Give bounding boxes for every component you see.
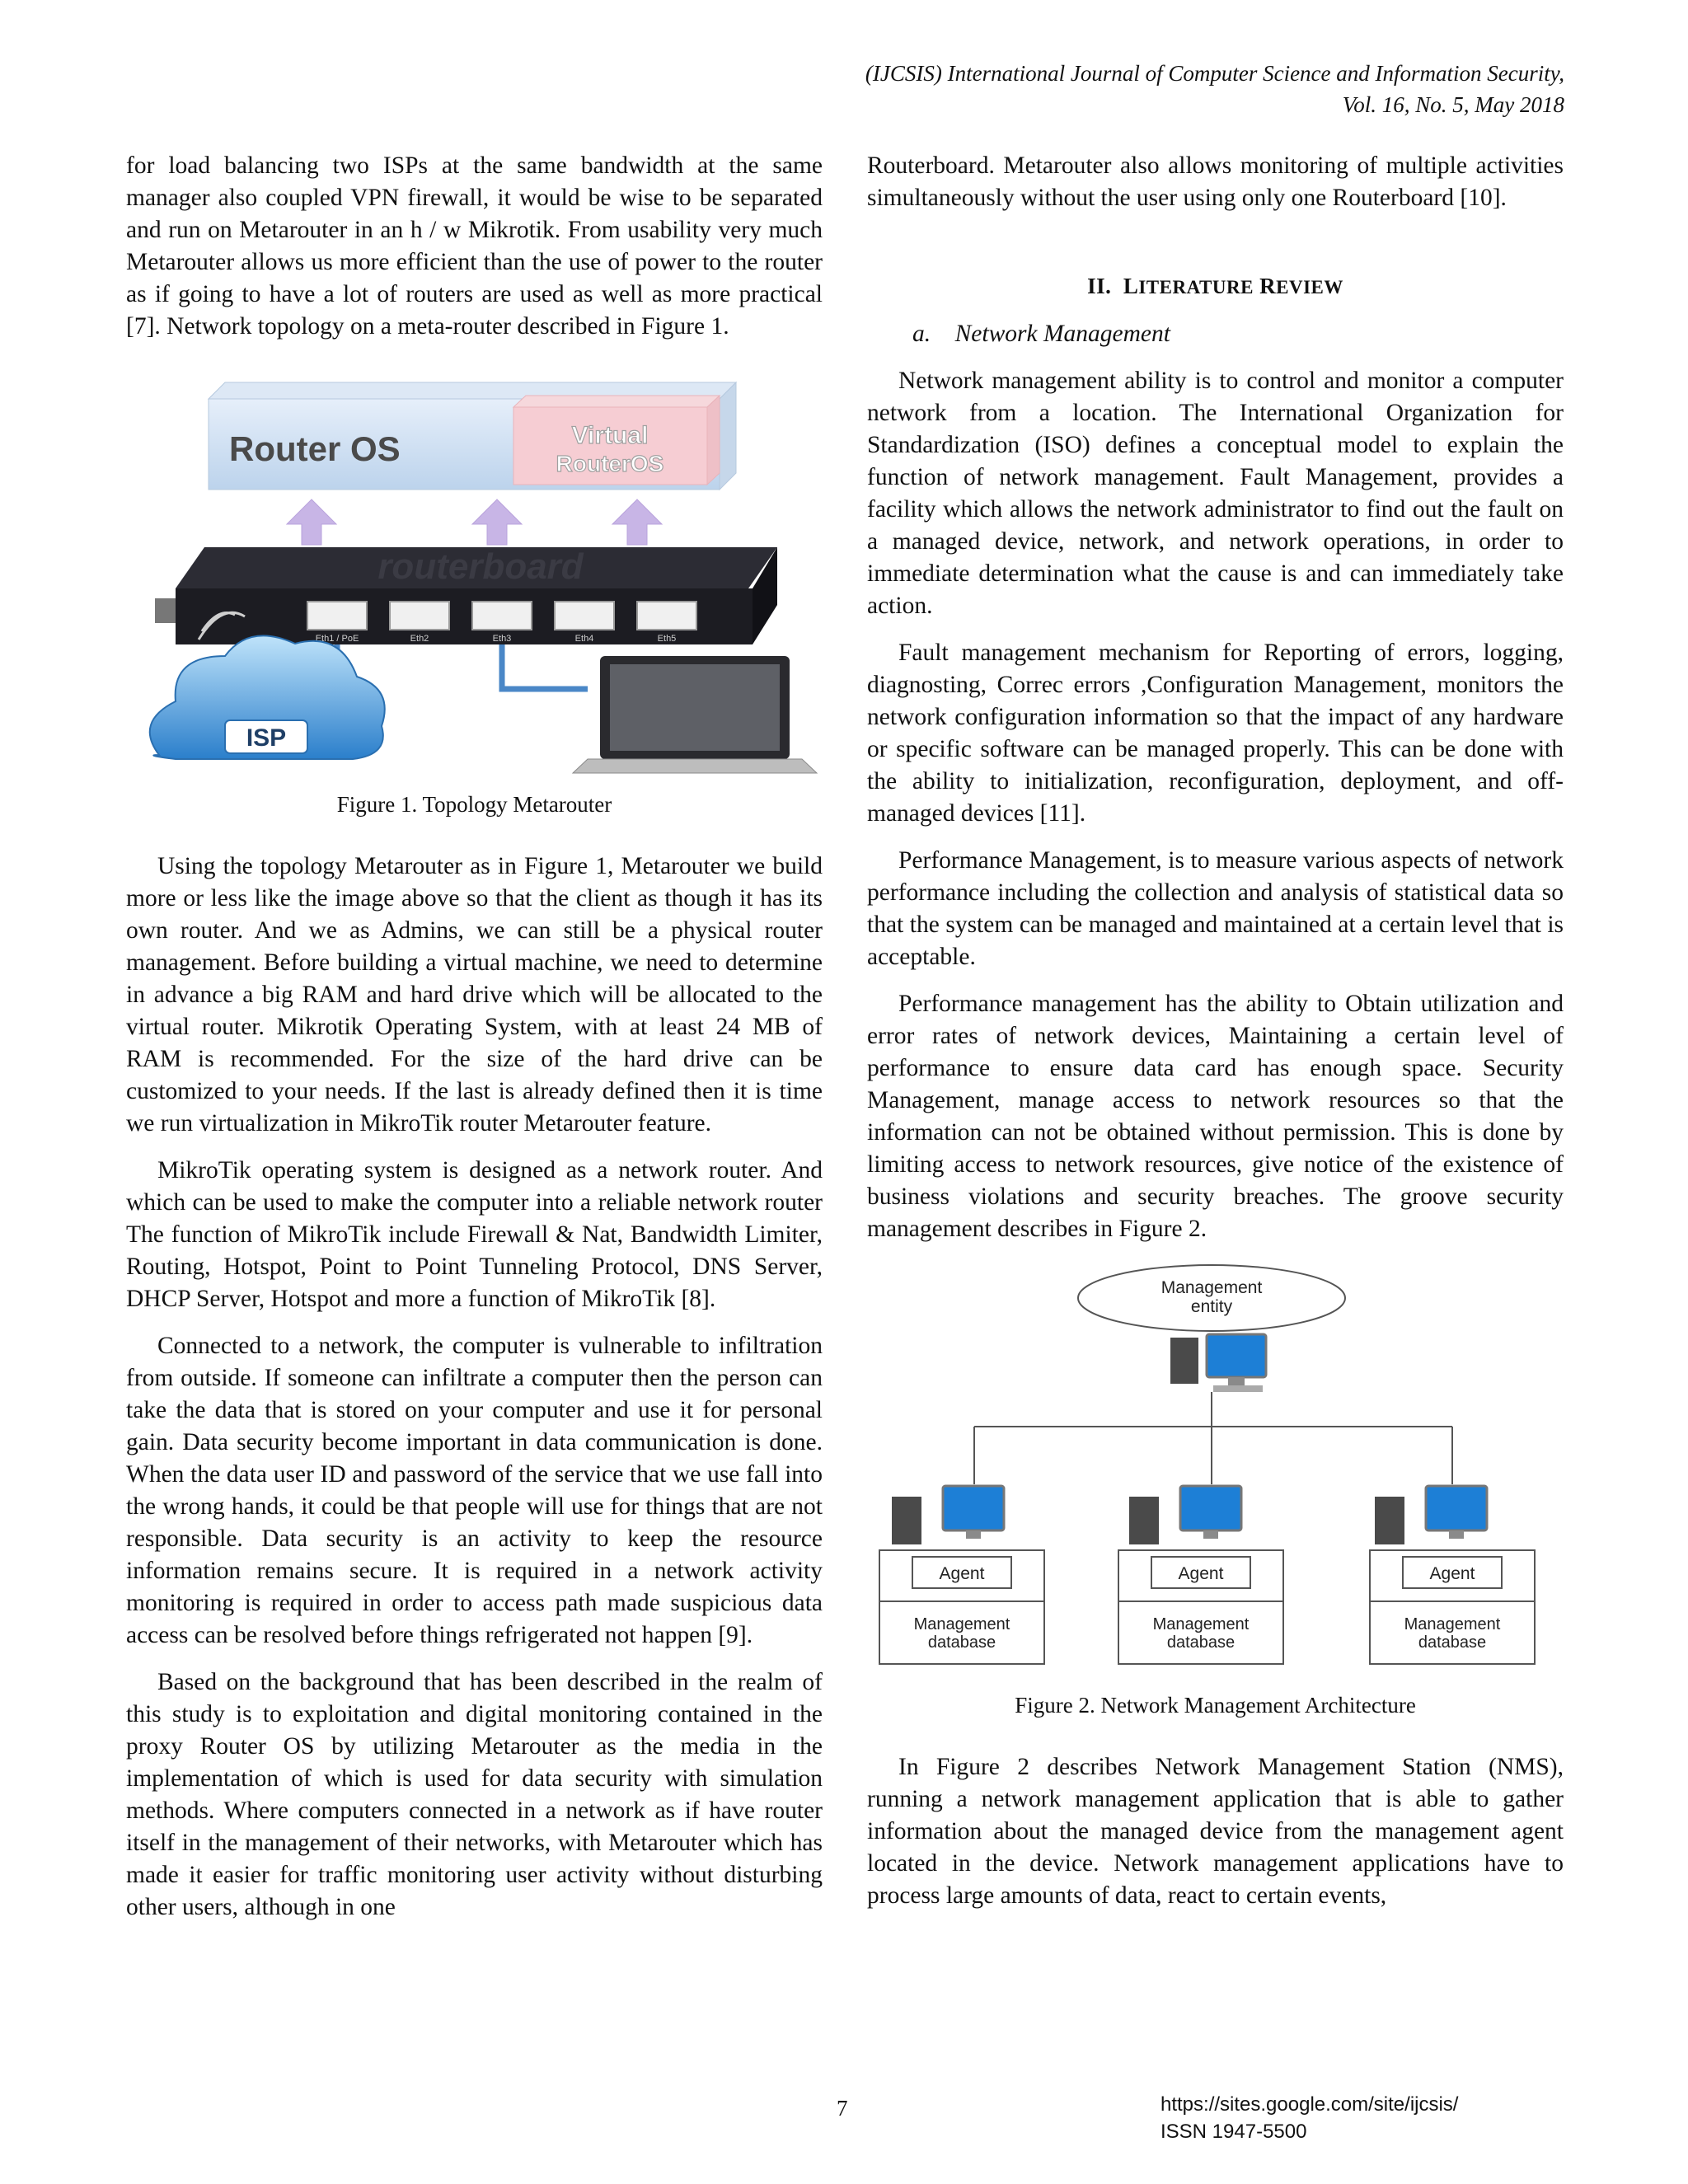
management-database-label-2: database <box>927 1633 996 1652</box>
journal-url[interactable]: https://sites.google.com/site/ijcsis/ <box>1160 2093 1459 2116</box>
management-database-label-2: database <box>1418 1633 1487 1652</box>
port-label-eth2: Eth2 <box>410 634 429 644</box>
figure-1 <box>126 368 823 789</box>
left-paragraph-2: Using the topology Metarouter as in Figure 1, Metarouter we build more or less like the image above so that the client as though it has its own router. And we as Admins, we can still be a physical router management. Before building a virtual machine, we need to determine in advance a big RAM and hard drive which will be allocated to the virtual router. Mikrotik Operating System, with at least 24 MB of RAM is recommended. For the size of the hard drive can be customized to your needs. If the last is already defined then it is time we run virtualization in MikroTik router Metarouter feature. <box>126 853 823 1137</box>
section-heading <box>867 270 1564 303</box>
management-database-label-1: Management <box>1152 1615 1250 1633</box>
right-paragraph-2: Network management ability is to control and monitor a computer network from a location. The International Organization for Standardization (ISO) defines a conceptual model to explain the function of network management. Fault Management, provides a facility which allows the network administrator to find out the fault on a managed device, network, and network operations, in order to immediate determination what the cause is and can immediately take action. <box>867 368 1564 619</box>
management-database-label-2: database <box>1166 1633 1236 1652</box>
footer-info <box>1160 2091 1458 2145</box>
right-paragraph-3: Fault management mechanism for Reporting of errors, logging, diagnosting, Correc errors ,Configuration Management, monitors the network configuration information so that the impact of any hardware or specific software can be managed properly. This can be done with the ability to initialization, reconfiguration, deployment, and off-managed devices [11]. <box>867 640 1564 827</box>
router-os-label: Router OS <box>229 429 401 468</box>
laptop-icon <box>573 656 817 773</box>
journal-header <box>493 58 1564 120</box>
agent-group-1 <box>879 1486 1044 1664</box>
journal-title: (IJCSIS) International Journal of Computer Science and Information Security, <box>865 61 1564 86</box>
right-paragraph-5: Performance management has the ability to Obtain utilization and error rates of network devices, Maintaining a certain level of performance to ensure data card has enough space. Security Management, manage access to network resources so that the information can not be obtained without permission. This is done by limiting access to network resources, give notice of the existence of business violations and security breaches. The groove security management describes in Figure 2. <box>867 991 1564 1242</box>
hierarchy-lines <box>974 1392 1452 1484</box>
left-paragraph-4: Connected to a network, the computer is vulnerable to infiltration from outside. If someone can infiltrate a computer then the person can take the data that is stored on your computer and use it for personal gain. Data security become important in data communication is done. When the data user ID and password of the service that we use fall into the wrong hands, it could be that people will use for things that are not responsible. Data security is an activity to keep the resource information remains secure. It is required in a network activity monitoring is required in order to access path made suspicious data access can be resolved before things refrigerated not happen [9]. <box>126 1333 823 1648</box>
left-column <box>126 150 823 1938</box>
figure-2 <box>867 1262 1564 1675</box>
management-entity-label-2: entity <box>1190 1297 1233 1316</box>
left-paragraph-5: Based on the background that has been described in the realm of this study is to exploitation and digital monitoring contained in the proxy Router OS by utilizing Metarouter as the media in the implementation of which is used for data security with simulation methods. Where computers connected in a network as if have router itself in the management of their networks, with Metarouter which has made it easier for traffic monitoring user activity without disturbing other users, although in one <box>126 1669 823 1920</box>
port-label-eth3: Eth3 <box>492 634 512 644</box>
topology-diagram <box>126 368 823 780</box>
right-paragraph-4: Performance Management, is to measure various aspects of network performance including the collection and analysis of statistical data so that the system can be managed and maintained at a certain level that is acceptable. <box>867 847 1564 970</box>
right-paragraph-1: Routerboard. Metarouter also allows monitoring of multiple activities simultaneously without the user using only one Routerboard [10]. <box>867 152 1564 211</box>
agent-label: Agent <box>1429 1564 1475 1583</box>
issn: ISSN 1947-5500 <box>1160 2121 1307 2143</box>
desktop-computer-icon <box>1170 1334 1266 1392</box>
page-number: 7 <box>837 2096 848 2121</box>
figure-2-caption: Figure 2. Network Management Architecture <box>1015 1693 1416 1718</box>
left-paragraph-1: for load balancing two ISPs at the same bandwidth at the same manager also coupled VPN firewall, it would be wise to be separated and run on Metarouter in an h / w Mikrotik. From usability very much Metarouter allows us more efficient than the use of power to the router as if going to have a lot of routers are used as well as more practical [7]. Network topology on a meta-router described in Figure 1. <box>126 152 823 340</box>
agent-group-3 <box>1370 1486 1535 1664</box>
section-number: II. <box>1087 274 1112 298</box>
agent-group-2 <box>1118 1486 1283 1664</box>
port-label-eth5: Eth5 <box>657 634 677 644</box>
agent-label: Agent <box>939 1564 985 1583</box>
network-management-diagram <box>867 1262 1564 1666</box>
routerboard-brand: routerboard <box>377 546 584 587</box>
management-database-label-1: Management <box>1404 1615 1501 1633</box>
up-arrow-icon <box>287 499 662 545</box>
subsection-label: a. <box>912 321 931 347</box>
figure-1-caption: Figure 1. Topology Metarouter <box>336 792 612 817</box>
section-title-rest-1: ITERATURE <box>1138 277 1254 298</box>
right-column <box>867 150 1564 1927</box>
agent-label: Agent <box>1178 1564 1224 1583</box>
management-entity-label-1: Management <box>1160 1278 1263 1297</box>
port-label-eth4: Eth4 <box>574 634 594 644</box>
ethernet-ports <box>307 602 696 630</box>
left-paragraph-3: MikroTik operating system is designed as a network router. And which can be used to make the computer into a reliable network router The function of MikroTik include Firewall & Nat, Bandwidth Limiter, Routing, Hotspot, Point to Point Tunneling Protocol, DNS Server, DHCP Server, Hotspot and more a function of MikroTik [8]. <box>126 1157 823 1312</box>
routeros-label: RouterOS <box>556 451 664 476</box>
subsection-heading <box>912 318 1564 350</box>
subsection-title: Network Management <box>954 321 1170 347</box>
section-title-initial-1: L <box>1123 274 1139 298</box>
journal-volume: Vol. 16, No. 5, May 2018 <box>1342 92 1564 117</box>
right-paragraph-6: In Figure 2 describes Network Management Station (NMS), running a network management application that is able to gather information about the managed device from the management agent located in the device. Network management applications have to process large amounts of data, react to certain events, <box>867 1754 1564 1909</box>
section-title-initial-2: R <box>1259 274 1277 298</box>
virtual-label: Virtual <box>571 422 649 449</box>
port-label-eth1: Eth1 / PoE <box>315 634 359 644</box>
isp-label: ISP <box>246 724 287 752</box>
section-title-rest-2: EVIEW <box>1276 277 1343 298</box>
management-database-label-1: Management <box>913 1615 1010 1633</box>
